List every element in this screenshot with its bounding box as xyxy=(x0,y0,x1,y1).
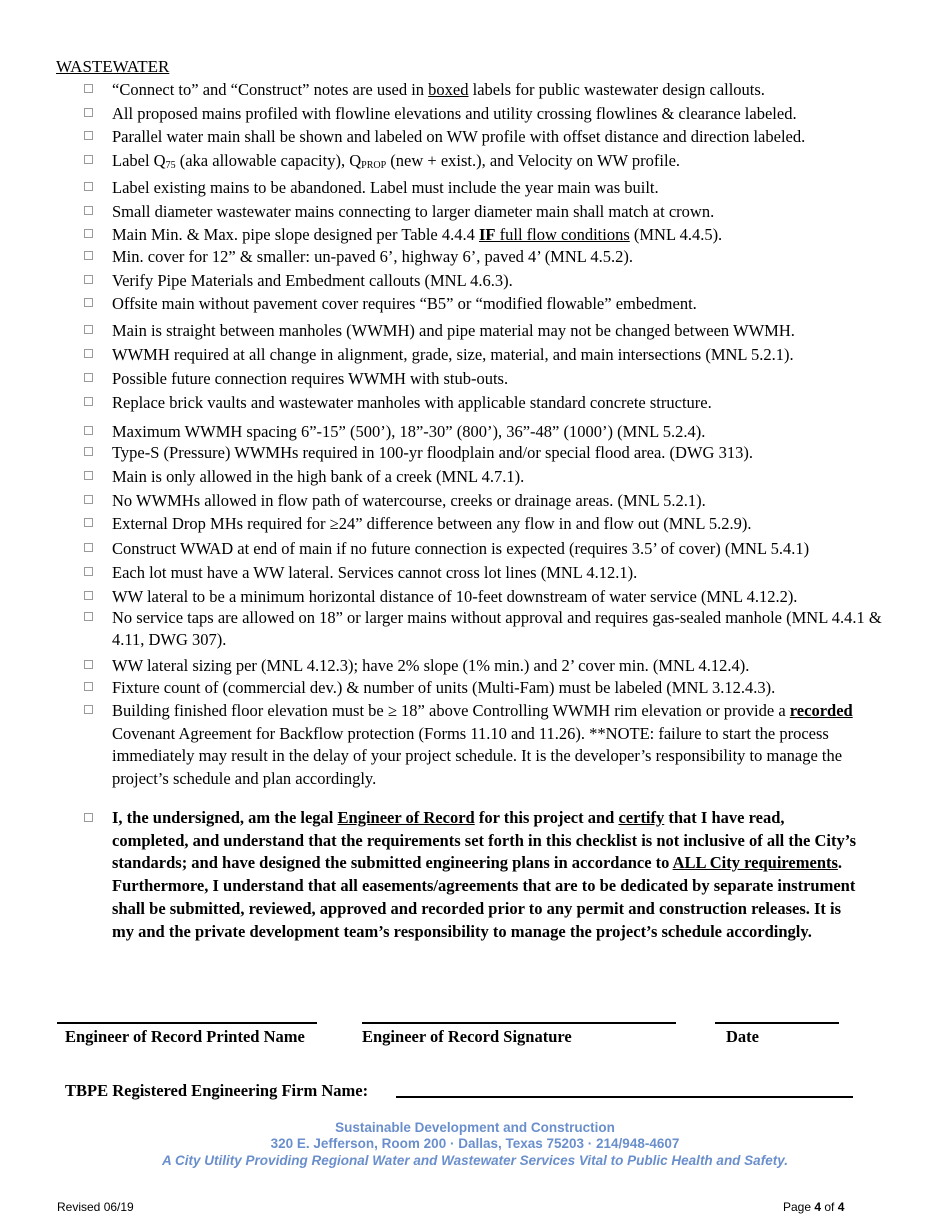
checkbox[interactable] xyxy=(84,567,93,576)
checkbox[interactable] xyxy=(84,591,93,600)
checkbox[interactable] xyxy=(84,251,93,260)
checklist-item: External Drop MHs required for ≥24” difference between any flow in and flow out (MNL 5.2.9). xyxy=(84,513,934,535)
checkbox[interactable] xyxy=(84,612,93,621)
checkbox[interactable] xyxy=(84,397,93,406)
checklist-item: Fixture count of (commercial dev.) & number of units (Multi-Fam) must be labeled (MNL 3.12.4.3). xyxy=(84,677,934,699)
checklist-item: Small diameter wastewater mains connecting to larger diameter main shall match at crown. xyxy=(84,201,934,223)
checkbox[interactable] xyxy=(84,182,93,191)
checklist-item: Parallel water main shall be shown and labeled on WW profile with offset distance and direction labeled. xyxy=(84,126,934,148)
section-heading: WASTEWATER xyxy=(56,57,170,76)
checklist-item: Main is straight between manholes (WWMH) and pipe material may not be changed between WWMH. xyxy=(84,320,934,342)
checklist-item: Building finished floor elevation must be ≥ 18” above Controlling WWMH rim elevation or provide a recorded Covenant Agreement for Backflow protection (Forms 11.10 and 11.26). **NOTE: failure to start the process immediately may result in the delay of your project schedule. It is the developer’s responsibility to manage the project’s schedule and plan accordingly. xyxy=(84,700,934,790)
firm-name-line[interactable] xyxy=(396,1096,853,1098)
checklist-item: Possible future connection requires WWMH with stub-outs. xyxy=(84,368,934,390)
date-line[interactable] xyxy=(715,1022,839,1024)
printed-name-label: Engineer of Record Printed Name xyxy=(65,1027,305,1046)
printed-name-line[interactable] xyxy=(57,1022,317,1024)
certification-statement: I, the undersigned, am the legal Engineer of Record for this project and certify that I have read, completed, and understand that the requirements set forth in this checklist is not inclusive of all the City’s standards; and have designed the submitted engineering plans in accordance to ALL City requirements. Furthermore, I understand that all easements/agreements that are to be dedicated by separate instrument shall be submitted, reviewed, approved and recorded prior to any permit and construction releases. It is my and the private development team’s responsibility to manage the project’s schedule accordingly. xyxy=(84,807,854,943)
checklist-item: Min. cover for 12” & smaller: un-paved 6’, highway 6’, paved 4’ (MNL 4.5.2). xyxy=(84,246,934,268)
checklist-item: Construct WWAD at end of main if no future connection is expected (requires 3.5’ of cover) (MNL 5.4.1) xyxy=(84,538,934,560)
checkbox[interactable] xyxy=(84,84,93,93)
signature-line[interactable] xyxy=(362,1022,676,1024)
checklist-item: Type-S (Pressure) WWMHs required in 100-yr floodplain and/or special flood area. (DWG 313). xyxy=(84,442,934,464)
certification-checkbox[interactable] xyxy=(84,813,93,822)
revised-date: Revised 06/19 xyxy=(57,1200,134,1214)
checkbox[interactable] xyxy=(84,108,93,117)
checkbox[interactable] xyxy=(84,373,93,382)
firm-name-label: TBPE Registered Engineering Firm Name: xyxy=(65,1081,369,1100)
checkbox[interactable] xyxy=(84,349,93,358)
checkbox[interactable] xyxy=(84,229,93,238)
checklist-item: Replace brick vaults and wastewater manholes with applicable standard concrete structure. xyxy=(84,392,934,414)
checkbox[interactable] xyxy=(84,155,93,164)
checkbox[interactable] xyxy=(84,206,93,215)
footer-address: 320 E. Jefferson, Room 200 · Dallas, Texas 75203 · 214/948-4607 xyxy=(270,1136,680,1151)
footer-org: Sustainable Development and Construction xyxy=(335,1120,615,1135)
checklist-item: Main Min. & Max. pipe slope designed per Table 4.4.4 IF full flow conditions (MNL 4.4.5). xyxy=(84,224,934,246)
checklist-item: Verify Pipe Materials and Embedment callouts (MNL 4.6.3). xyxy=(84,270,934,292)
checkbox[interactable] xyxy=(84,275,93,284)
checklist-item: Maximum WWMH spacing 6”-15” (500’), 18”-30” (800’), 36”-48” (1000’) (MNL 5.2.4). xyxy=(84,421,934,443)
checkbox[interactable] xyxy=(84,426,93,435)
checklist-item: No service taps are allowed on 18” or larger mains without approval and requires gas-sealed manhole (MNL 4.4.1 & 4.11, DWG 307). xyxy=(84,607,934,651)
checkbox[interactable] xyxy=(84,471,93,480)
page-number: Page 4 of 4 xyxy=(783,1200,845,1214)
checkbox[interactable] xyxy=(84,705,93,714)
checklist-item: Label $Q_{75}$ (aka allowable capacity), $Q_{PROP}$ (new + exist.), and Velocity on WW profile. xyxy=(84,150,934,172)
date-label: Date xyxy=(726,1027,759,1046)
footer-tagline: A City Utility Providing Regional Water and Wastewater Services Vital to Public Health and Safety. xyxy=(162,1153,788,1168)
checklist-item: All proposed mains profiled with flowline elevations and utility crossing flowlines & clearance labeled. xyxy=(84,103,934,125)
checklist-item: WW lateral to be a minimum horizontal distance of 10-feet downstream of water service (MNL 4.12.2). xyxy=(84,586,934,608)
checklist-item: WWMH required at all change in alignment, grade, size, material, and main intersections (MNL 5.2.1). xyxy=(84,344,934,366)
checkbox[interactable] xyxy=(84,543,93,552)
checklist-item: Each lot must have a WW lateral. Services cannot cross lot lines (MNL 4.12.1). xyxy=(84,562,934,584)
checkbox[interactable] xyxy=(84,131,93,140)
checkbox[interactable] xyxy=(84,495,93,504)
checkbox[interactable] xyxy=(84,298,93,307)
checklist-item: No WWMHs allowed in flow path of watercourse, creeks or drainage areas. (MNL 5.2.1). xyxy=(84,490,934,512)
checkbox[interactable] xyxy=(84,682,93,691)
checklist-item: Main is only allowed in the high bank of a creek (MNL 4.7.1). xyxy=(84,466,934,488)
checkbox[interactable] xyxy=(84,447,93,456)
checkbox[interactable] xyxy=(84,660,93,669)
checkbox[interactable] xyxy=(84,518,93,527)
checkbox[interactable] xyxy=(84,325,93,334)
checklist-item: Offsite main without pavement cover requires “B5” or “modified flowable” embedment. xyxy=(84,293,934,315)
checklist-item: Label existing mains to be abandoned. Label must include the year main was built. xyxy=(84,177,934,199)
signature-label: Engineer of Record Signature xyxy=(362,1027,572,1046)
checklist-item: WW lateral sizing per (MNL 4.12.3); have 2% slope (1% min.) and 2’ cover min. (MNL 4.12.4). xyxy=(84,655,934,677)
checklist-item: “Connect to” and “Construct” notes are used in boxed labels for public wastewater design callouts. xyxy=(84,79,934,101)
